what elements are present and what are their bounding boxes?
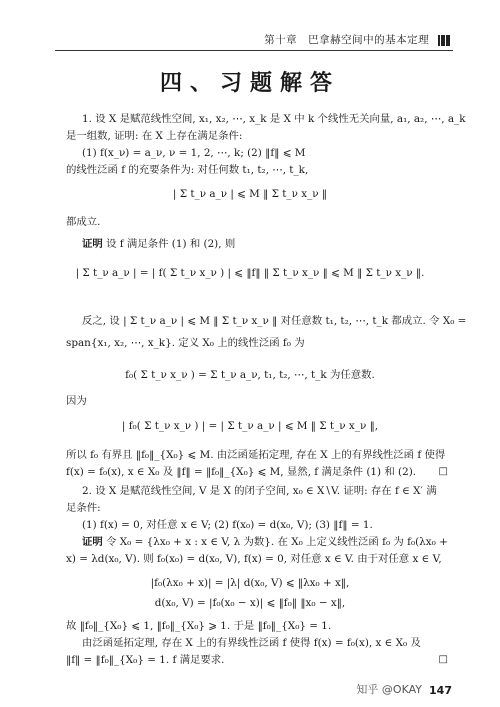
proof-2-line-3: 故 ‖f₀‖_{X₀} ⩽ 1, ‖f₀‖_{X₀} ⩾ 1. 于是 ‖f₀‖_{X₀} = 1. (66, 620, 332, 632)
equation-7: d(x₀, V) = |f₀(x₀ − x)| ⩽ ‖f₀‖ ‖x₀ − x‖, (154, 597, 346, 609)
problem-1-line-4: 的线性泛函 f 的充要条件为: 对任何数 t₁, t₂, ⋯, t_k, (66, 164, 309, 176)
page-number: 147 (429, 684, 452, 697)
chapter-title: 第十章 巴拿赫空间中的基本定理 (264, 34, 430, 46)
problem-2-line-1: 2. 设 X 是赋范线性空间, V 是 X 的闭子空间, x₀ ∈ X∖V. 证明: 存在 f ∈ X′ 满 (82, 485, 437, 497)
proof-2-line-5: ‖f‖ = ‖f₀‖_{X₀} = 1. f 满足要求. (66, 654, 225, 666)
equation-1: | Σ t_ν a_ν | ⩽ M ‖ Σ t_ν x_ν ‖ (172, 188, 328, 200)
converse-prefix: 反之, 设 (82, 315, 120, 327)
equation-6: |f₀(λx₀ + x)| = |λ| d(x₀, V) ⩽ ‖λx₀ + x‖, (150, 577, 350, 589)
problem-1-line-5: 都成立. (66, 216, 101, 228)
proof-1-text: 设 f 满足条件 (1) 和 (2), 则 (106, 238, 236, 250)
proof-1-line-6: 所以 f₀ 有界且 ‖f₀‖_{X₀} ⩽ M. 由泛函延拓定理, 存在 X 上的有界线性泛函 f 使得 (66, 449, 446, 461)
proof-2-line-4: 由泛函延拓定理, 存在 X 上的有界线性泛函 f 使得 f(x) = f₀(x), x ∈ X₀ 及 (82, 637, 421, 649)
running-header (264, 32, 450, 47)
problem-2-conditions: (1) f(x) = 0, 对任意 x ∈ V; (2) f(x₀) = d(x₀, V); (3) ‖f‖ = 1. (82, 519, 373, 531)
equation-4: f₀( Σ t_ν x_ν ) = Σ t_ν a_ν, t₁, t₂, ⋯, t_k 为任意数. (125, 369, 375, 381)
qed-mark-1: □ (438, 466, 448, 477)
equation-3: | Σ t_ν a_ν | ⩽ M ‖ Σ t_ν x_ν ‖ (123, 315, 278, 327)
qed-mark-2: □ (438, 654, 448, 665)
proof-1-line-7: f(x) = f₀(x), x ∈ X₀ 及 ‖f‖ = ‖f₀‖_{X₀} ⩽ M, 显然, f 满足条件 (1) 和 (2). (66, 466, 417, 478)
proof-1-line-4: span{x₁, x₂, ⋯, x_k}. 定义 X₀ 上的线性泛函 f₀ 为 (66, 337, 305, 349)
problem-1-conditions: (1) f(x_ν) = a_ν, ν = 1, 2, ⋯, k; (2) ‖f‖ ⩽ M (82, 147, 306, 159)
problem-2-line-2: 足条件: (66, 502, 101, 514)
problem-1-line-1: 1. 设 X 是赋范线性空间, x₁, x₂, ⋯, x_k 是 X 中 k 个线性无关向量, a₁, a₂, ⋯, a_k (82, 113, 466, 125)
proof-2-text: 令 X₀ = {λx₀ + x : x ∈ V, λ 为数}. 在 X₀ 上定义线性泛函 f₀ 为 f₀(λx₀ + (106, 536, 448, 548)
equation-5: | f₀( Σ t_ν x_ν ) | = | Σ t_ν a_ν | ⩽ M ‖ Σ t_ν x_ν ‖, (121, 420, 379, 432)
equation-2: | Σ t_ν a_ν | = | f( Σ t_ν x_ν ) | ⩽ ‖f‖ ‖ Σ t_ν x_ν ‖ ⩽ M ‖ Σ t_ν x_ν ‖. (75, 267, 425, 279)
proof-2-label: 证明 (82, 536, 103, 548)
proof-2-line-2: x) = λd(x₀, V). 则 f₀(x₀) = d(x₀, V), f(x) = 0, 对任意 x ∈ V. 由于对任意 x ∈ V, (66, 553, 442, 565)
header-bars-icon (437, 34, 450, 46)
proof-2-line-1 (82, 535, 467, 550)
problem-1-line-2: 是一组数, 证明: 在 X 上存在满足条件: (66, 130, 243, 142)
section-title: 四、习题解答 (159, 71, 340, 96)
proof-1-label: 证明 (82, 238, 103, 250)
proof-1-line-5: 因为 (66, 395, 87, 407)
converse-suffix: 对任意数 t₁, t₂, ⋯, t_k 都成立. 令 X₀ = (280, 315, 467, 327)
proof-1-line-1 (82, 237, 467, 252)
watermark: 知乎 @OKAY (356, 683, 422, 696)
header-rule (55, 50, 453, 51)
proof-1-line-3 (82, 314, 467, 329)
